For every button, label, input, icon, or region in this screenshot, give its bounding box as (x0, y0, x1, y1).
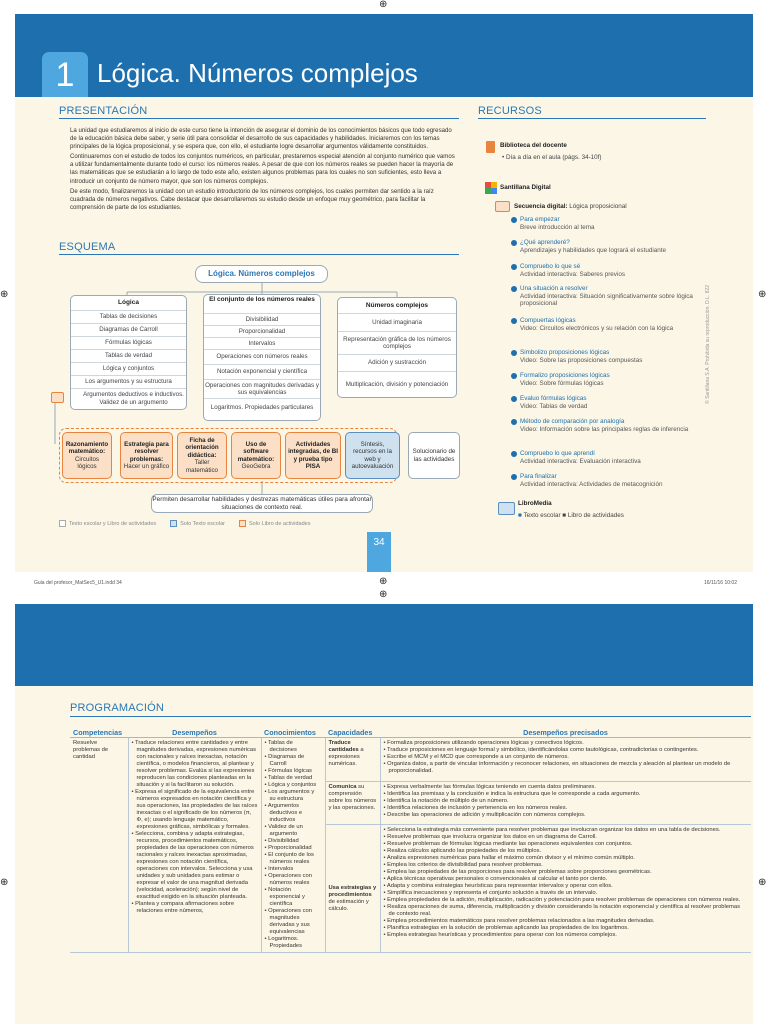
bullet-icon (511, 264, 517, 270)
list-item: • Traduce proposiciones en lenguaje formal y simbólico, identificándolas como tautológicas, contradictorias o contingentes. (384, 747, 749, 754)
divider (70, 716, 751, 717)
resource-item[interactable]: Una situación a resolver Actividad interactiva: Situación significativamente sobre lógica proposicional (520, 285, 700, 308)
folder-icon (495, 201, 510, 212)
presentacion-title: PRESENTACIÓN (59, 105, 148, 117)
column-item: Operaciones con números reales (204, 349, 320, 364)
list-item: • Expresa verbalmente las fórmulas lógicas teniendo en cuenta datos preliminares. (384, 784, 749, 791)
column-item: Adición y sustracción (338, 354, 456, 371)
registration-mark: ⊕ (379, 0, 388, 10)
registration-mark: ⊕ (379, 576, 388, 587)
registration-mark: ⊕ (758, 289, 767, 300)
page-header (15, 604, 753, 686)
bullet-icon (511, 350, 517, 356)
legend-item: Texto escolar y Libro de actividades (59, 520, 156, 527)
list-item: • Argumentos deductivos e inductivos (265, 803, 322, 824)
column-head: El conjunto de los números reales (209, 296, 315, 303)
list-item: • Emplea procedimientos matemáticos para resolver problemas relacionados a las magnitudes derivadas. (384, 918, 749, 925)
chapter-number: 1 (42, 52, 88, 97)
capacidad-cell: Comunica su comprensión sobre los números y las operaciones. (325, 781, 380, 825)
libromedia-icon (498, 502, 515, 515)
paragraph: Continuaremos con el estudio de todos los conjuntos numéricos, en particular, prestaremos especial atención al conjunto numérico que vamos a utilizar fundamentalmente durante todo el curso: los números reales. A pesar de que con los números reales se pueden hacer la mayoría de las matemáticas que se estudiarán a lo largo de todo este año, existen algunos problemas para los cuales no son suficientes, esto lleva a introducir un conjunto de número mayor, que son los números complejos. (70, 153, 455, 185)
column-reales (203, 294, 321, 421)
esquema-center: Lógica. Números complejos (195, 265, 328, 283)
capacidad-cell: Usa estrategias y procedimientos de estimación y cálculo. (325, 825, 380, 953)
registration-mark: ⊕ (379, 589, 388, 600)
divider (478, 118, 706, 119)
conocimientos-cell (261, 738, 325, 953)
bullet-icon (511, 373, 517, 379)
column-item: Diagramas de Carroll (71, 323, 186, 336)
column-item: Unidad imaginaria (338, 313, 456, 331)
bullet-icon (511, 419, 517, 425)
list-item: • Operaciones con magnitudes derivadas y sus equivalencias (265, 908, 322, 936)
component-estrategia: Estrategia para resolver problemas: Hacer un gráfico (120, 432, 173, 479)
biblioteca-item: • Día a día en el aula (págs. 34-10f) (502, 154, 602, 161)
santillana-digital: Santillana Digital (500, 184, 551, 191)
libromedia-items: ■ Texto escolar ■ Libro de actividades (518, 512, 624, 519)
list-item: • Resuelve problemas que involucra organizar los datos en un diagrama de Carroll. (384, 834, 749, 841)
bottom-note: Permiten desarrollar habilidades y destrezas matemáticas útiles para afrontar situaciones de contexto real. (152, 496, 372, 511)
precisados-cell (380, 738, 751, 782)
list-item: • Describe las operaciones de adición y multiplicación con números complejos. (384, 812, 749, 819)
resource-item[interactable]: Para empezar Breve introducción al tema (520, 216, 700, 231)
list-item: • Tablas de verdad (265, 775, 322, 782)
resource-item[interactable]: Compuertas lógicas Video: Circuitos electrónicos y su relación con la lógica (520, 317, 695, 332)
list-item: • Identifica las premisas y la conclusión e indica la estructura que le corresponde a cada argumento. (384, 791, 749, 798)
list-item: • Fórmulas lógicas (265, 768, 322, 775)
component-razonamiento: Razonamiento matemático: Circuitos lógicos (62, 432, 112, 479)
page-34 (15, 14, 753, 572)
registration-mark: ⊕ (0, 877, 9, 888)
list-item: • Plantea y compara afirmaciones sobre relaciones entre números, (132, 901, 258, 915)
competencia-cell: Resuelve problemas de cantidad (70, 738, 128, 953)
list-item: • Tablas de decisiones (265, 740, 322, 754)
table-header: Desempeños (128, 728, 261, 738)
list-item: • Selecciona, combina y adapta estrategias, recursos, procedimientos matemáticos, propiedades de las operaciones con números racionales y raíces inexactas aproximadas, expresiones con notación científica, operaciones con intervalos. Selecciona y usa unidades y sub unidades para estimar o expresar el valor de una magnitud derivada (velocidad, aceleración); según nivel de exactitud exigido en la situación planteada. (132, 831, 258, 901)
programacion-table (70, 728, 751, 953)
resource-item[interactable]: Evaluo fórmulas lógicas Video: Tablas de verdad (520, 395, 700, 410)
column-item: Logaritmos. Propiedades particulares (204, 398, 320, 417)
bullet-icon (511, 286, 517, 292)
list-item: • Divisibilidad (265, 838, 322, 845)
list-item: • Notación exponencial y científica (265, 887, 322, 908)
legend-item: Solo Libro de actividades (239, 520, 310, 527)
esquema-title: ESQUEMA (59, 241, 116, 253)
resource-item[interactable]: Compruebo lo que aprendí Actividad interactiva: Evaluación interactiva (520, 450, 700, 465)
column-item: Fórmulas lógicas (71, 336, 186, 349)
resource-item[interactable]: Simbolizo proposiciones lógicas Video: Sobre las proposiciones compuestas (520, 349, 700, 364)
list-item: • Emplea las propiedades de las proporciones para resolver problemas sobre proporciones geométricas. (384, 869, 749, 876)
list-item: • Simplifica inecuaciones y representa el conjunto solución a través de un intervalo. (384, 890, 749, 897)
bullet-icon (511, 318, 517, 324)
page-number: 34 (367, 532, 391, 572)
list-item: • Adapta y combina estrategias heurísticas para representar intervalos y operar con ellos. (384, 883, 749, 890)
page-35 (15, 604, 753, 1024)
desempenos-cell (128, 738, 261, 953)
registration-mark: ⊕ (0, 289, 9, 300)
component-software: Uso de software matemático: GeoGebra (231, 432, 281, 479)
column-item: Proporcionalidad (204, 325, 320, 337)
list-item: • Realiza operaciones de suma, diferencia, multiplicación y división considerando la notación exponencial y científica al resolver problemas de contexto real. (384, 904, 749, 918)
copyright-vertical: © Santillana S.A. Prohibida su reproducción. D.L. 822 (705, 284, 711, 404)
paragraph: De este modo, finalizaremos la unidad con un estudio introductorio de los números complejos, los cuales permiten dar sentido a la raíz cuadrada de números negativos. Cabe destacar que desarrollaremos su estudio desde un enfoque muy geométrico, para facilitar la comprensión de parte de los estudiantes. (70, 187, 434, 211)
list-item: • Proporcionalidad (265, 845, 322, 852)
list-item: • Emplea los criterios de divisibilidad para resolver problemas. (384, 862, 749, 869)
component-actividades: Actividades integradas, de BI y prueba tipo PISA (285, 432, 341, 479)
book-icon (486, 141, 495, 153)
list-item: • Identifica la notación de múltiplo de un número. (384, 798, 749, 805)
biblioteca-title: Biblioteca del docente (500, 142, 567, 149)
column-item: Divisibilidad (204, 313, 320, 325)
resource-item[interactable]: Método de comparación por analogía Video: Información sobre las principales reglas de inferencia (520, 418, 695, 433)
list-item: • Realiza cálculos aplicando las propiedades de los múltiplos. (384, 848, 749, 855)
list-item: • Resuelve problemas de fórmulas lógicas mediante las operaciones equivalentes con conjuntos. (384, 841, 749, 848)
list-item: • Diagramas de Carroll (265, 754, 322, 768)
list-item: • Lógica y conjuntos (265, 782, 322, 789)
santillana-digital-icon (485, 182, 497, 194)
chapter-title: Lógica. Números complejos (97, 58, 418, 88)
table-header: Conocimientos (261, 728, 325, 738)
legend-item: Solo Texto escolar (170, 520, 225, 527)
bullet-icon (511, 451, 517, 457)
capacidad-cell: Traduce cantidades a expresiones numéricas. (325, 738, 380, 782)
column-item: Representación gráfica de los números complejos (338, 331, 456, 354)
resource-item[interactable]: Compruebo lo que sé Actividad interactiva: Saberes previos (520, 263, 700, 278)
column-logica (70, 295, 187, 410)
column-item: Argumentos deductivos e inductivos. Validez de un argumento (71, 388, 186, 408)
list-item: • El conjunto de los números reales (265, 852, 322, 866)
list-item: • Logaritmos. Propiedades (265, 936, 322, 950)
list-item: • Formaliza proposiciones utilizando operaciones lógicas y conectivos lógicos. (384, 740, 749, 747)
list-item: • Aplica técnicas operativas personales o convencionales al calcular el tanto por ciento. (384, 876, 749, 883)
resource-item[interactable]: Formalizo proposiciones lógicas Video: Sobre fórmulas lógicas (520, 372, 700, 387)
print-info-left: Guia del profesor_MatSec5_U1.indd 34 (34, 580, 122, 586)
legend (59, 520, 310, 527)
list-item: • Emplea propiedades de la adición, multiplicación, radicación y potenciación para resolver problemas de operaciones con números reales. (384, 897, 749, 904)
bullet-icon (511, 217, 517, 223)
bullet-icon (511, 396, 517, 402)
list-item: • Organiza datos, a partir de vincular información y reconocer relaciones, en situaciones de mezcla y aleación al plantear un modelo de proporcionalidad. (384, 761, 749, 775)
list-item: • Operaciones con números reales (265, 873, 322, 887)
table-header: Desempeños precisados (380, 728, 751, 738)
list-item: • Validez de un argumento (265, 824, 322, 838)
column-item: Notación exponencial y científica (204, 364, 320, 379)
component-ficha: Ficha de orientación didáctica: Taller matemático (177, 432, 227, 479)
paragraph: La unidad que estudiaremos al inicio de este curso tiene la intención de asegurar el dominio de los conocimientos básicos que todo egresado de la educación básica debe saber, y serie útil para consolidar el desarrollo de sus capacidades y habilidades. Iniciaremos con los temas principales de la lógica proposicional, y se espera que, con ello, el estudiante logre desarrollar argumentos válidamente constituidos. (70, 127, 452, 151)
column-complejos (337, 297, 457, 398)
column-item: Multiplicación, división y potenciación (338, 371, 456, 397)
recursos-title: RECURSOS (478, 105, 542, 117)
component-solucionario: Solucionario de las actividades (408, 432, 460, 479)
precisados-cell (380, 781, 751, 825)
list-item: • Identifica relaciones de inclusión y pertenencia en los números reales. (384, 805, 749, 812)
table-header: Competencias (70, 728, 128, 738)
bullet-icon (511, 240, 517, 246)
list-item: • Intervalos (265, 866, 322, 873)
column-head: Números complejos (365, 302, 429, 309)
column-item: Intervalos (204, 337, 320, 349)
book-icon (51, 392, 64, 403)
table-header: Capacidades (325, 728, 380, 738)
column-item: Operaciones con magnitudes derivadas y sus equivalencias (204, 379, 320, 398)
list-item: • Escribe el MCM y el MCD que corresponde a un conjunto de números. (384, 754, 749, 761)
resource-item[interactable]: ¿Qué aprenderé? Aprendizajes y habilidades que logrará el estudiante (520, 239, 710, 254)
precisados-cell (380, 825, 751, 953)
column-item: Lógica y conjuntos (71, 362, 186, 375)
registration-mark: ⊕ (758, 877, 767, 888)
list-item: • Planifica estrategias en la solución de problemas aplicando las propiedades de los logaritmos. (384, 925, 749, 932)
secuencia-digital: Secuencia digital: Lógica proposicional (514, 203, 627, 210)
list-item: • Expresa el significado de la equivalencia entre números expresados en notación científica y sus operaciones, las propiedades de las raíces inexactas o el significado de los números (π, Φ, e); usando lenguaje matemático, expresiones gráficas, simbólicas y formales. (132, 789, 258, 831)
column-item: Tablas de verdad (71, 349, 186, 362)
list-item: • Emplea estrategias heurísticas y procedimientos para operar con los números complejos. (384, 932, 749, 939)
list-item: • Traduce relaciones entre cantidades y entre magnitudes derivadas, expresiones numéricas con racionales y raíces inexactas, notación científica, o modelos financieros, al plantear y resolver problemas. Evalúa si las expresiones reproducen las condiciones planteadas en la situación y si la facilitaron su solución. (132, 740, 258, 789)
programacion-title: PROGRAMACIÓN (70, 702, 165, 714)
column-head: Lógica (118, 299, 139, 306)
list-item: • Analiza expresiones numéricas para hallar el máximo común divisor y el mínimo común múltiplo. (384, 855, 749, 862)
component-sintesis: Síntesis, recursos en la web y autoevaluación (345, 432, 400, 479)
column-item: Tablas de decisiones (71, 310, 186, 323)
column-item: Los argumentos y su estructura (71, 375, 186, 388)
print-info-right: 16/11/16 10:02 (704, 580, 737, 586)
bullet-icon (511, 474, 517, 480)
list-item: • Selecciona la estrategia más conveniente para resolver problemas que involucran organizar los datos en una tabla de decisiones. (384, 827, 749, 834)
libromedia-title: LibroMedia (518, 500, 552, 507)
resource-item[interactable]: Para finalizar Actividad interactiva: Actividades de metacognición (520, 473, 710, 488)
list-item: • Los argumentos y su estructura (265, 789, 322, 803)
